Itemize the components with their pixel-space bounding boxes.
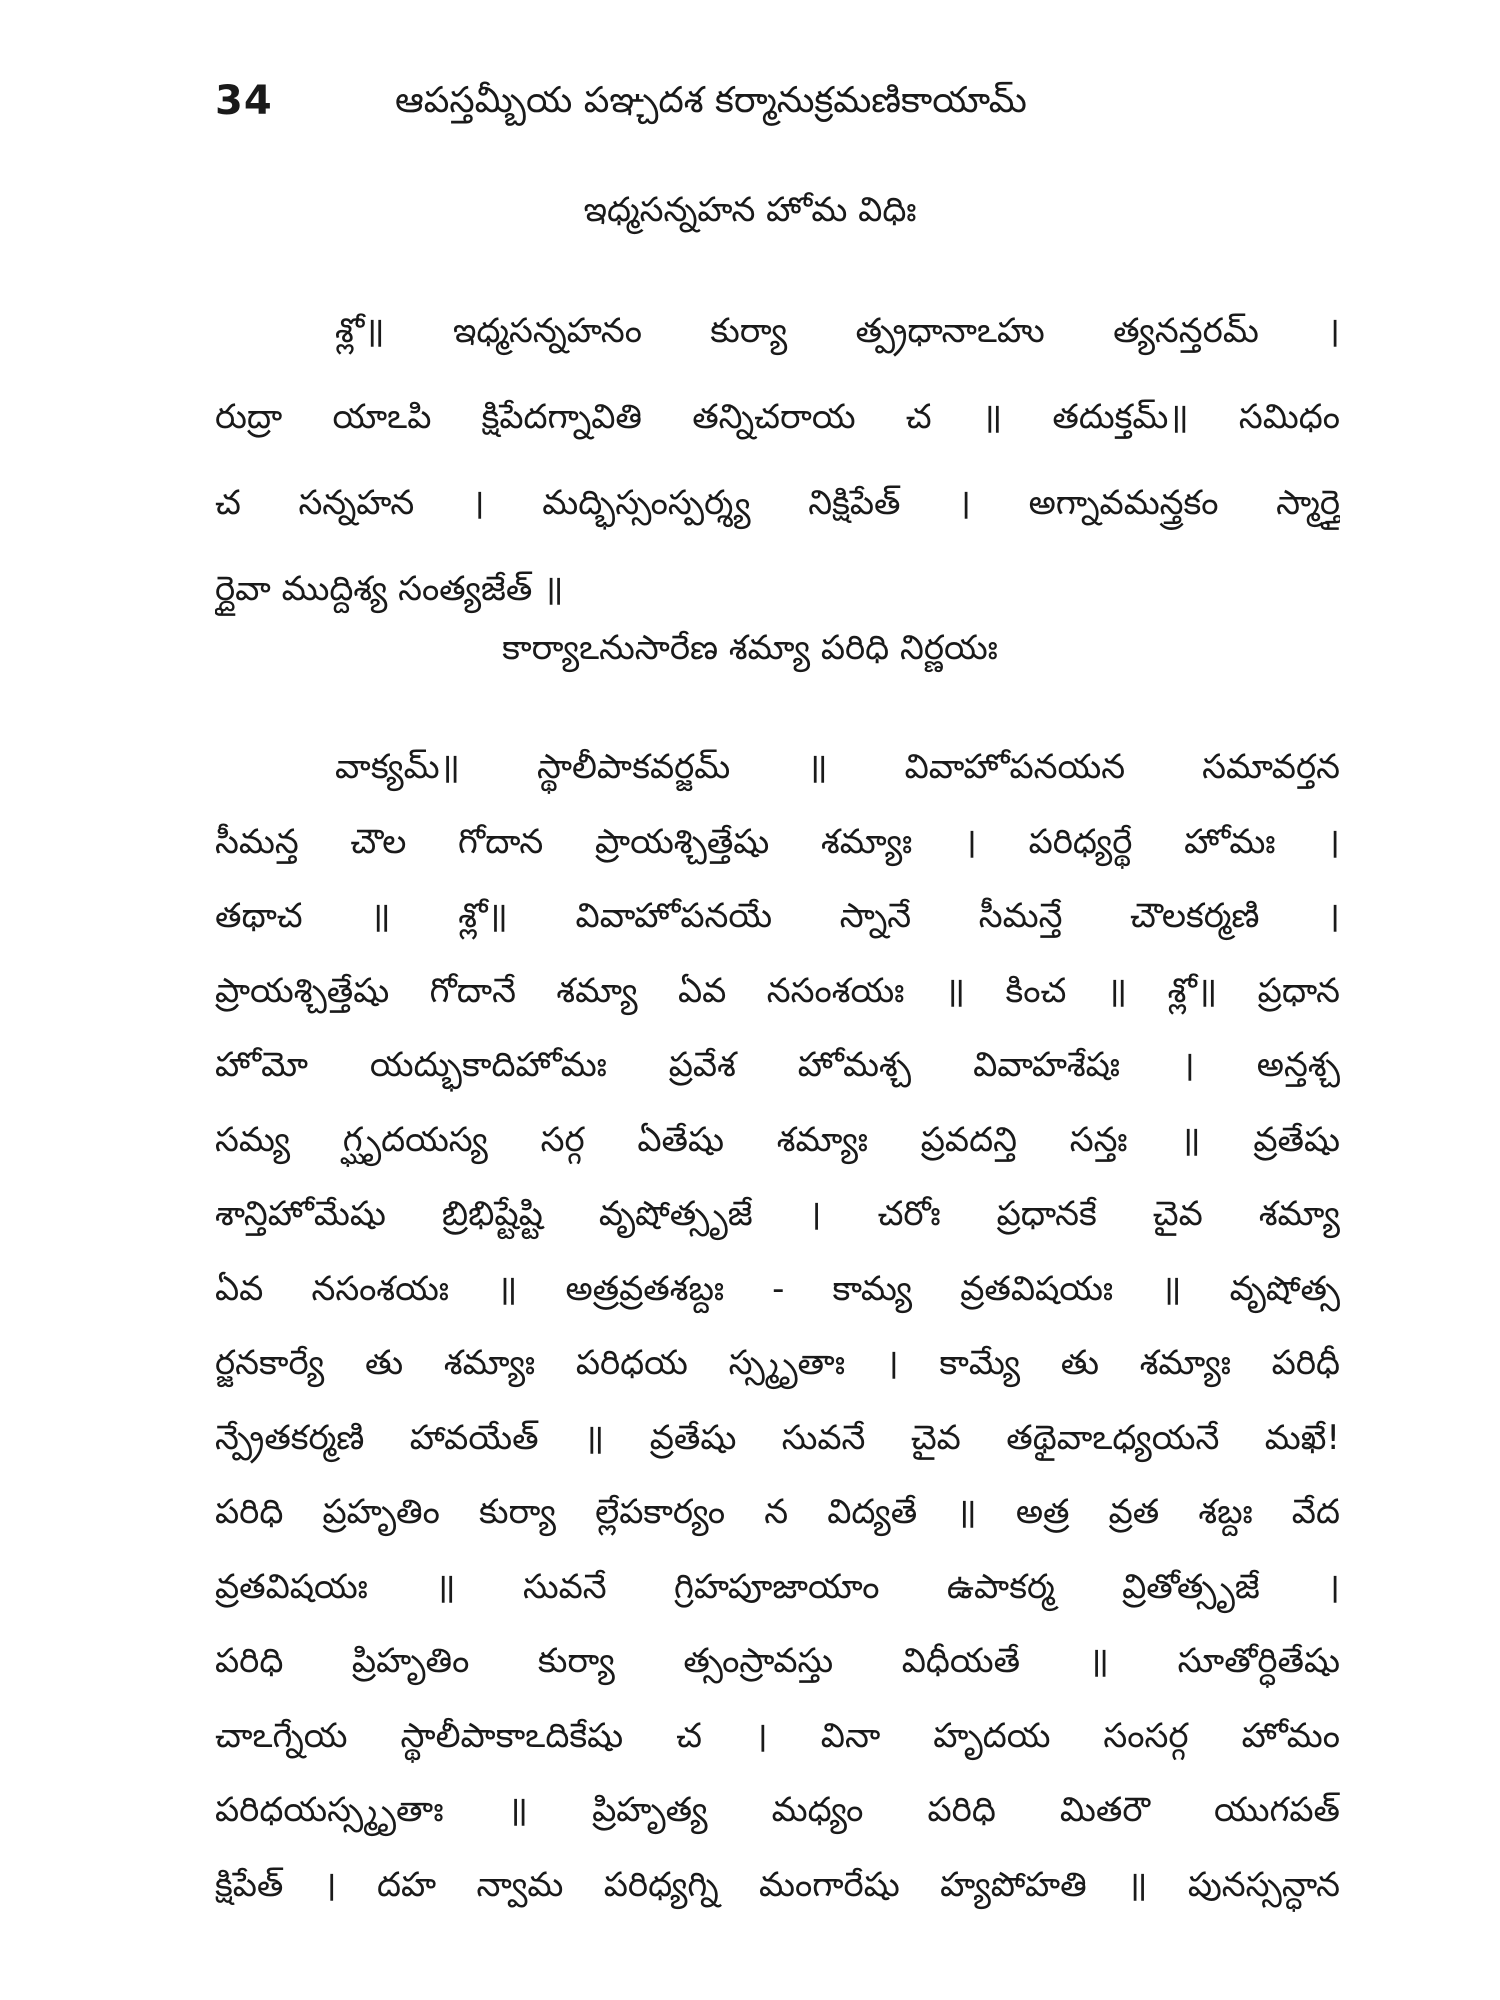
text-line: సమ్య గ్ఘృదయస్య సర్గ ఏతేషు శమ్యాః ప్రవదన్తి సన్తః ॥ వ్రతేషు: [215, 1119, 1340, 1160]
text-line: పరిధి ప్రిహృతిం కుర్యా త్సంస్రావస్తు విధీయతే ॥ సూతోర్ధితేషు: [215, 1641, 1340, 1681]
text-line: ర్దైవా ముద్దిశ్య సంత్యజేత్ ॥: [215, 569, 564, 609]
text-line: వ్రతవిషయః ॥ సువనే గ్రిహపూజాయాం ఉపాకర్మ వ్రితోత్సృజే ।: [215, 1566, 1340, 1607]
page-number: 34: [215, 78, 273, 124]
text-line: న్ప్రేతకర్మణి హావయేత్ ॥ వ్రతేషు సువనే చైవ తథైవాఽధ్యయనే మఖే!: [215, 1417, 1340, 1458]
page-header: [215, 78, 1335, 138]
text-line: హోమో యద్భుకాదిహోమః ప్రవేశ హోమశ్చ వివాహశేషః । అన్తశ్చ: [215, 1045, 1340, 1085]
paragraph-idhma: [215, 288, 1340, 632]
text-line: చ సన్నహన । మద్భిస్సంస్పర్శ్య నిక్షిపేత్ । అగ్నావమన్త్రకం స్మార్తై: [215, 483, 1340, 523]
text-line: శాన్తిహోమేషు బ్రిభిష్టేష్టి వృషోత్సృజే । చరోః ప్రధానకే చైవ శమ్యా: [215, 1194, 1340, 1234]
text-line: శ్లో॥ ఇధ్మసన్నహనం కుర్యా త్ప్రధానాఽహు త్యనన్తరమ్ ।: [335, 311, 1340, 351]
text-line: క్షిపేత్ । దహ న్వామ పరిధ్యగ్ని మంగారేషు హ్యపోహతి ॥ పునస్సన్ధాన: [215, 1864, 1340, 1905]
text-line: సీమన్త చౌల గోదాన ప్రాయశ్చిత్తేషు శమ్యాః । పరిధ్యర్థే హోమః ।: [215, 821, 1340, 862]
section-heading-shamya: కార్యాఽనుసారేణ శమ్యా పరిధి నిర్ణయః: [502, 628, 998, 668]
text-line: తథాచ ॥ శ్లో॥ వివాహోపనయే స్నానే సీమన్తే చౌలకర్మణి ।: [215, 896, 1340, 936]
text-line: చాఽగ్నేయ స్థాలీపాకాఽదికేషు చ । వినా హృదయ సంసర్గ హోమం: [215, 1715, 1340, 1756]
text-line: వాక్యమ్॥ స్థాలీపాకవర్జమ్ ॥ వివాహోపనయన సమావర్తన: [335, 747, 1340, 787]
running-title: ఆపస్తమ్బీయ పఞ్చదశ కర్మానుక్రమణికాయామ్: [395, 80, 1027, 121]
section-heading-idhma: ఇధ్మసన్నహన హోమ విధిః: [583, 190, 917, 230]
text-line: ర్జనకార్యే తు శమ్యాః పరిధయ స్స్మృతాః । కామ్యే తు శమ్యాః పరిధీ: [215, 1343, 1340, 1383]
text-line: ప్రాయశ్చిత్తేషు గోదానే శమ్యా ఏవ నసంశయః ॥ కించ ॥ శ్లో॥ ప్రధాన: [215, 970, 1340, 1011]
text-line: రుద్రా యాఽపి క్షిపేదగ్నావితి తన్నిచరాయ చ ॥ తదుక్తమ్॥ సమిధం: [215, 397, 1340, 437]
text-line: పరిధయస్స్మృతాః ॥ ప్రిహృత్య మధ్యం పరిధి మితరౌ యుగపత్: [215, 1790, 1340, 1830]
text-line: పరిధి ప్రహృతిం కుర్యా ల్లేపకార్యం న విద్యతే ॥ అత్ర వ్రత శబ్దః వేద: [215, 1492, 1340, 1532]
paragraph-shamya: [215, 730, 1340, 1922]
text-line: ఏవ నసంశయః ॥ అత్రవ్రతశబ్దః - కామ్య వ్రతవిషయః ॥ వృషోత్స: [215, 1268, 1340, 1309]
